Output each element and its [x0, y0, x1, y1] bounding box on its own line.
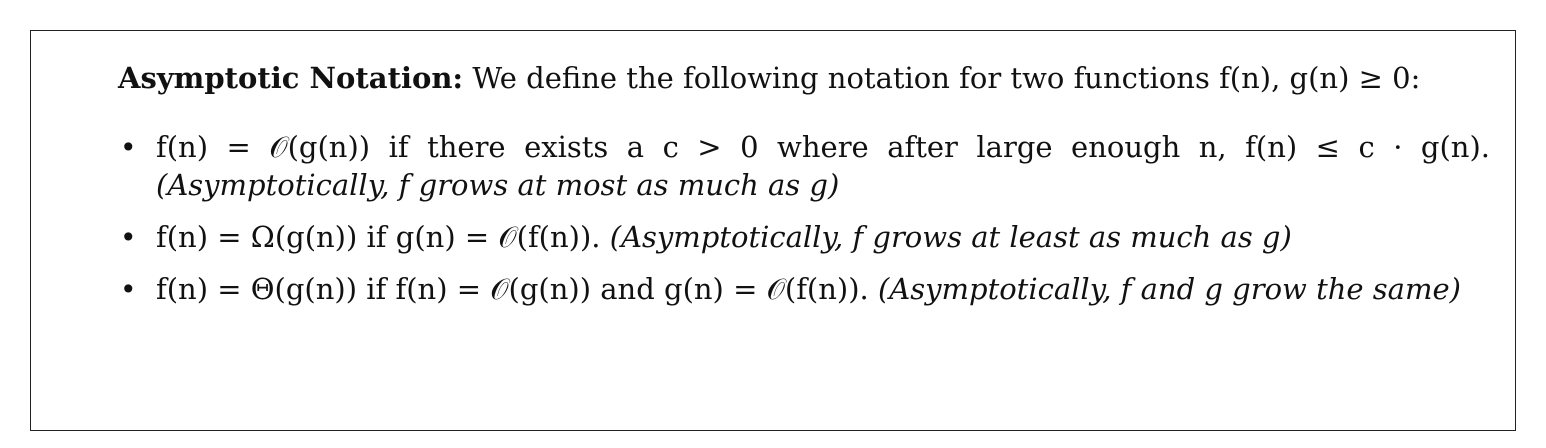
definition-big-o — [118, 128, 1490, 204]
definition-big-omega-math: f(n) = Ω(g(n)) if g(n) = 𝒪(f(n)). — [156, 220, 601, 254]
definition-big-omega-note: (Asymptotically, f grows at least as much as g) — [609, 220, 1292, 254]
definition-big-theta-math: f(n) = Θ(g(n)) if f(n) = 𝒪(g(n)) and g(n) = 𝒪(f(n)). — [156, 272, 869, 306]
definition-big-omega-text — [156, 218, 1490, 256]
definition-big-omega — [118, 218, 1490, 256]
bullet-icon: • — [120, 131, 137, 164]
intro-heading: Asymptotic Notation: — [118, 61, 464, 95]
definition-big-o-note: (Asymptotically, f grows at most as much as g) — [156, 168, 840, 202]
intro-line — [118, 58, 1498, 98]
definition-list — [118, 128, 1490, 322]
bullet-icon: • — [120, 221, 137, 254]
definition-big-theta-text — [156, 270, 1490, 308]
definition-big-theta — [118, 270, 1490, 308]
intro-text: We define the following notation for two functions f(n), g(n) ≥ 0: — [472, 61, 1421, 95]
definition-big-o-text — [156, 128, 1490, 204]
bullet-icon: • — [120, 273, 137, 306]
definition-big-o-math: f(n) = 𝒪(g(n)) if there exists a c > 0 where after large enough n, f(n) ≤ c · g(n). — [156, 130, 1490, 164]
definition-big-theta-note: (Asymptotically, f and g grow the same) — [877, 272, 1461, 306]
